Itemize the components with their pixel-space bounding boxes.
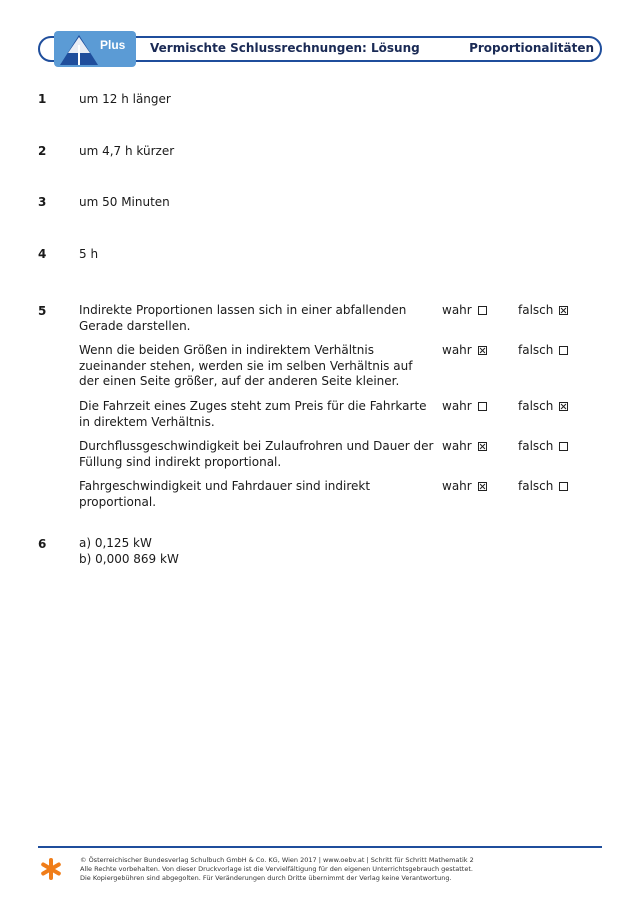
- footer-divider: [38, 846, 602, 848]
- task-number: 4: [38, 247, 47, 261]
- task-number: 6: [38, 537, 47, 551]
- answer-part-a: a) 0,125 kW: [79, 536, 152, 550]
- true-label: wahr: [442, 303, 472, 317]
- statement-text: Die Fahrzeit eines Zuges steht zum Preis für die Fahrkarte in direktem Verhältnis.: [79, 399, 427, 429]
- task-number: 2: [38, 144, 47, 158]
- true-option: [442, 343, 487, 359]
- false-option: [518, 439, 568, 455]
- task-number: 1: [38, 92, 47, 106]
- topic-label: Proportionalitäten: [469, 41, 594, 55]
- answer-text: um 4,7 h kürzer: [79, 144, 175, 158]
- answer-text: um 50 Minuten: [79, 195, 170, 209]
- footer-line-2: Alle Rechte vorbehalten. Von dieser Druckvorlage ist die Vervielfältigung für den eigenen Unterrichtsgebrauch gestattet.: [80, 865, 473, 873]
- false-checkbox[interactable]: [559, 346, 568, 355]
- false-label: falsch: [518, 399, 554, 413]
- false-checkbox[interactable]: [559, 402, 568, 411]
- footer-line-3: Die Kopiergebühren sind abgegolten. Für Veränderungen durch Dritte übernimmt der Verlag keine Verantwortung.: [80, 874, 452, 882]
- publisher-logo: [38, 856, 64, 882]
- logo-label: Plus: [100, 38, 126, 52]
- true-option: [442, 399, 487, 415]
- false-option: [518, 479, 568, 495]
- false-checkbox[interactable]: [559, 306, 568, 315]
- true-checkbox[interactable]: [478, 306, 487, 315]
- true-label: wahr: [442, 399, 472, 413]
- answer-text: 5 h: [79, 247, 99, 261]
- false-label: falsch: [518, 303, 554, 317]
- task-number: 3: [38, 195, 47, 209]
- answer-text: um 12 h länger: [79, 92, 171, 106]
- false-label: falsch: [518, 439, 554, 453]
- true-checkbox[interactable]: [478, 346, 487, 355]
- statement-text: Durchflussgeschwindigkeit bei Zulaufrohren und Dauer der Füllung sind indirekt proportional.: [79, 439, 434, 469]
- false-checkbox[interactable]: [559, 442, 568, 451]
- page-title: Vermischte Schlussrechnungen: Lösung: [150, 41, 420, 55]
- plus-logo: [54, 31, 136, 67]
- true-option: [442, 439, 487, 455]
- false-checkbox[interactable]: [559, 482, 568, 491]
- true-option: [442, 479, 487, 495]
- statement-text: Indirekte Proportionen lassen sich in einer abfallenden Gerade darstellen.: [79, 303, 407, 333]
- statement-text: Fahrgeschwindigkeit und Fahrdauer sind indirekt proportional.: [79, 479, 371, 509]
- true-checkbox[interactable]: [478, 442, 487, 451]
- answer-part-b: b) 0,000 869 kW: [79, 552, 179, 566]
- false-option: [518, 303, 568, 319]
- true-option: [442, 303, 487, 319]
- true-label: wahr: [442, 439, 472, 453]
- false-label: falsch: [518, 479, 554, 493]
- false-option: [518, 399, 568, 415]
- false-label: falsch: [518, 343, 554, 357]
- statement-text: Wenn die beiden Größen in indirektem Verhältnis zueinander stehen, werden sie im selben Verhältnis auf der einen Seite größer, auf der anderen Seite kleiner.: [79, 343, 413, 388]
- true-checkbox[interactable]: [478, 482, 487, 491]
- true-checkbox[interactable]: [478, 402, 487, 411]
- false-option: [518, 343, 568, 359]
- true-label: wahr: [442, 479, 472, 493]
- footer-line-1: © Österreichischer Bundesverlag Schulbuch GmbH & Co. KG, Wien 2017 | www.oebv.at | Schritt für Schritt Mathematik 2: [80, 856, 474, 864]
- footer-copyright: [80, 856, 474, 883]
- true-label: wahr: [442, 343, 472, 357]
- task-number: 5: [38, 304, 47, 318]
